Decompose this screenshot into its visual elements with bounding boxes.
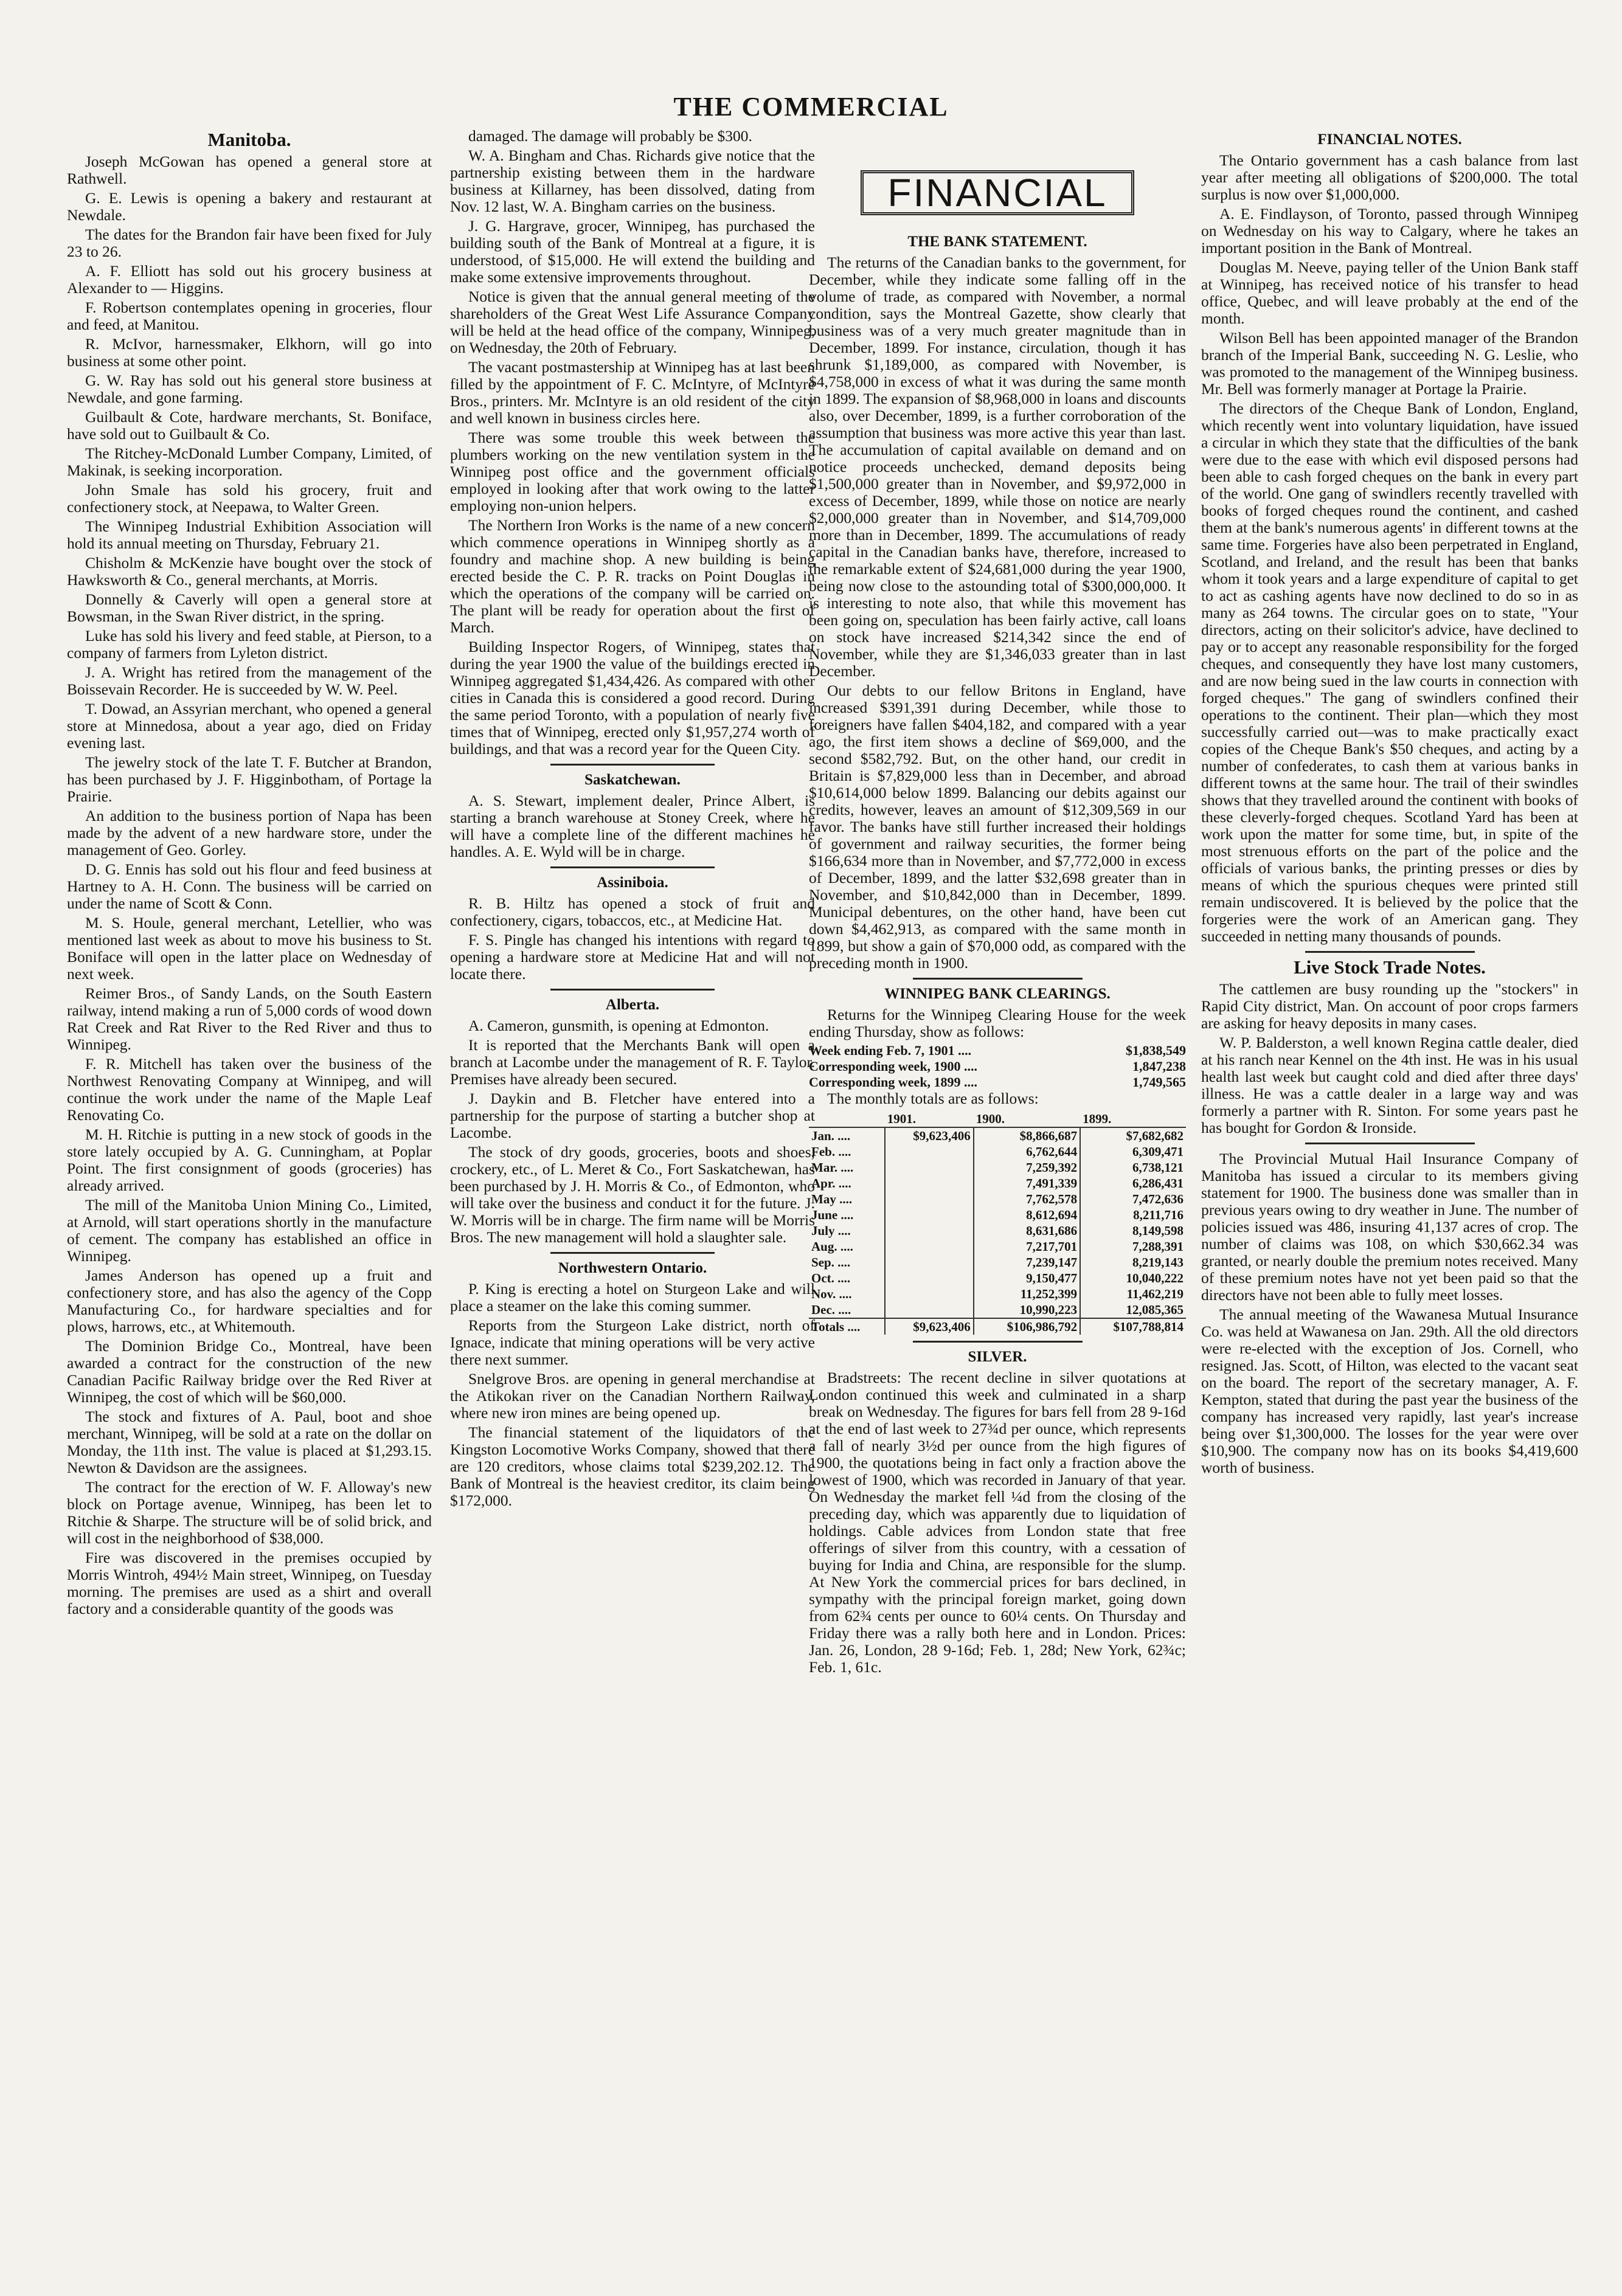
- article-paragraph: T. Dowad, an Assyrian merchant, who opened a general store at Minnedosa, about a year ago, died on Friday evening last.: [67, 700, 432, 752]
- article-paragraph: Luke has sold his livery and feed stable, at Pierson, to a company of farmers from Lyleton district.: [67, 627, 432, 662]
- table-row: Nov. .... 11,252,399 11,462,219: [809, 1286, 1186, 1302]
- article-paragraph: Guilbault & Cote, hardware merchants, St. Boniface, have sold out to Guilbault & Co.: [67, 408, 432, 443]
- section-heading-saskatchewan: Saskatchewan.: [584, 772, 681, 788]
- section-divider: [550, 1252, 715, 1254]
- article-paragraph: The vacant postmastership at Winnipeg has at last been filled by the appointment of F. C. McIntyre, of McIntyre Bros., printers. Mr. McIntyre is an old resident of the city and well known in business circles here.: [450, 358, 815, 427]
- table-header: 1899.: [1080, 1111, 1186, 1127]
- table-header: [809, 1111, 885, 1127]
- masthead: THE COMMERCIAL: [673, 92, 949, 122]
- table-header: 1901.: [885, 1111, 974, 1127]
- article-paragraph: The stock of dry goods, groceries, boots and shoes, crockery, etc., of L. Meret & Co., Fort Saskatchewan, has been purchased by J. H. Morris & Co., of Edmonton, who will take over the business and conduct it for the future. J. W. Morris will be in charge. The firm name will be Morris Bros. The new management will hold a slaughter sale.: [450, 1143, 815, 1246]
- week-row: Corresponding week, 1899 .... 1,749,565: [809, 1074, 1186, 1090]
- article-paragraph: A. S. Stewart, implement dealer, Prince Albert, is starting a branch warehouse at Stoney Creek, where he will have a complete line of the different machines he handles. A. E. Wyld will be in charge.: [450, 792, 815, 860]
- article-paragraph: A. E. Findlayson, of Toronto, passed through Winnipeg on Wednesday on his way to Calgary, where he takes an important position in the Bank of Montreal.: [1201, 205, 1578, 257]
- section-divider: [550, 764, 715, 766]
- article-paragraph: John Smale has sold his grocery, fruit and confectionery stock, at Neepawa, to Walter Green.: [67, 481, 432, 516]
- article-paragraph: The jewelry stock of the late T. F. Butcher at Brandon, has been purchased by J. F. Higginbotham, of Portage la Prairie.: [67, 753, 432, 805]
- article-paragraph: Notice is given that the annual general meeting of the shareholders of the Great West Life Assurance Company will be held at the head office of the company, Winnipeg, on Wednesday, the 20th of February.: [450, 288, 815, 356]
- article-paragraph: The cattlemen are busy rounding up the "stockers" in Rapid City district, Man. On account of poor crops farmers are asking for heavy deposits in many cases.: [1201, 980, 1578, 1032]
- section-divider: [1305, 1143, 1475, 1144]
- article-paragraph: G. E. Lewis is opening a bakery and restaurant at Newdale.: [67, 189, 432, 224]
- article-paragraph: W. A. Bingham and Chas. Richards give notice that the partnership existing between them in the hardware business at Killarney, has been dissolved, dating from Nov. 12 last, W. A. Bingham carries on the business.: [450, 147, 815, 215]
- article-paragraph: M. S. Houle, general merchant, Letellier, who was mentioned last week as about to move his business to St. Boniface will open in the latter place on Wednesday of next week.: [67, 914, 432, 983]
- table-row: Aug. .... 7,217,701 7,288,391: [809, 1239, 1186, 1254]
- article-paragraph: The Ontario government has a cash balance from last year after meeting all obligations of $200,000. The total surplus is now over $1,000,000.: [1201, 151, 1578, 203]
- article-paragraph: J. G. Hargrave, grocer, Winnipeg, has purchased the building south of the Bank of Montreal at a figure, it is understood, of $15,000. He will extend the building and make some extensive improvements throughout.: [450, 217, 815, 286]
- article-paragraph: Wilson Bell has been appointed manager of the Brandon branch of the Imperial Bank, succeeding N. G. Leslie, who was promoted to the management of the Winnipeg business. Mr. Bell was formerly manager at Portage la Prairie.: [1201, 329, 1578, 398]
- table-row: Apr. .... 7,491,339 6,286,431: [809, 1175, 1186, 1191]
- article-paragraph: Fire was discovered in the premises occupied by Morris Wintroh, 494½ Main street, Winnipeg, on Tuesday morning. The premises are used as a shirt and overall factory and a considerable quantity of the goods was: [67, 1549, 432, 1617]
- article-paragraph: Bradstreets: The recent decline in silver quotations at London continued this week and culminated in a sharp break on Wednesday. The figures for bars fell from 28 9-16d at the end of last week to 27¾d per ounce, which represents a fall of nearly 3½d per ounce from the high figures of 1900, the quotations being in fact only a fraction above the lowest of 1900, which was recorded in January of that year. On Wednesday the market fell ¼d from the closing of the preceding day, which was apparently due to liquidation of holdings. Cable advices from London state that free offerings of silver from this country, with a cessation of buying for India and China, are responsible for the slump. At New York the commercial prices for bars declined, in sympathy with the principal foreign market, going down from 62¾ cents per ounce to 60¼ cents. On Thursday and Friday there was a rally both here and in London. Prices: Jan. 26, London, 28 9-16d; Feb. 1, 28d; New York, 62¾c; Feb. 1, 61c.: [809, 1369, 1186, 1676]
- article-paragraph: The Winnipeg Industrial Exhibition Association will hold its annual meeting on Thursday, February 21.: [67, 517, 432, 552]
- article-paragraph: M. H. Ritchie is putting in a new stock of goods in the store lately occupied by A. G. Cunningham, at Poplar Point. The first consignment of goods (groceries) has already arrived.: [67, 1126, 432, 1194]
- column-2: [450, 128, 815, 2260]
- article-paragraph: A. Cameron, gunsmith, is opening at Edmonton.: [468, 1017, 769, 1034]
- article-paragraph: There was some trouble this week between the plumbers working on the new ventilation system in the Winnipeg post office and the government officials employed in looking after that work owing to the latter employing non-union helpers.: [450, 429, 815, 514]
- clearings-table: [809, 1111, 1186, 1335]
- article-paragraph: The dates for the Brandon fair have been fixed for July 23 to 26.: [67, 226, 432, 260]
- article-paragraph: The annual meeting of the Wawanesa Mutual Insurance Co. was held at Wawanesa on Jan. 29th. All the old directors were re-elected with the exception of Jos. Cornell, who resigned. Jas. Scott, of Hilton, was elected to the vacant seat on the board. The report of the secretary manager, A. F. Kempton, stated that during the past year the business of the company has increased very rapidly, last year's increase being over $1,300,000. The losses for the year were over $10,900. The company now has on its books $4,419,600 worth of business.: [1201, 1305, 1578, 1476]
- section-divider: [1305, 951, 1475, 953]
- section-divider: [550, 866, 715, 868]
- weekly-clearings: [809, 1043, 1186, 1090]
- clearings-intro: Returns for the Winnipeg Clearing House for the week ending Thursday, show as follows:: [809, 1006, 1186, 1040]
- table-row: Sep. .... 7,239,147 8,219,143: [809, 1254, 1186, 1270]
- article-paragraph: Douglas M. Neeve, paying teller of the Union Bank staff at Winnipeg, has received notice of his transfer to head office, Quebec, and will leave probably at the end of the month.: [1201, 258, 1578, 327]
- section-heading-manitoba: Manitoba.: [207, 129, 291, 150]
- financial-box-heading: FINANCIAL: [861, 170, 1134, 215]
- article-paragraph: Reports from the Sturgeon Lake district, north of Ignace, indicate that mining operations will be very active there next summer.: [450, 1316, 815, 1368]
- article-paragraph: A. F. Elliott has sold out his grocery business at Alexander to — Higgins.: [67, 262, 432, 297]
- article-paragraph: Joseph McGowan has opened a general store at Rathwell.: [67, 153, 432, 187]
- section-divider: [913, 978, 1083, 980]
- article-paragraph: R. B. Hiltz has opened a stock of fruit and confectionery, cigars, tobaccos, etc., at Medicine Hat.: [450, 894, 815, 929]
- monthly-totals-caption: The monthly totals are as follows:: [827, 1090, 1039, 1107]
- article-paragraph: Donnelly & Caverly will open a general store at Bowsman, in the Swan River district, in the spring.: [67, 590, 432, 625]
- section-divider: [913, 1341, 1083, 1343]
- section-heading-assiniboia: Assiniboia.: [597, 874, 668, 891]
- table-row: July .... 8,631,686 8,149,598: [809, 1223, 1186, 1239]
- table-row: Mar. .... 7,259,392 6,738,121: [809, 1160, 1186, 1175]
- article-paragraph: The directors of the Cheque Bank of London, England, which recently went into voluntary liquidation, have issued a circular in which they state that the difficulties of the bank were due to the ease with which evil disposed persons had been able to cash forged cheques on the bank in every part of the world. One gang of swindlers recently travelled with books of forged cheques round the continent, and cashed them at the bank's numerous agents' in different towns at the same time. Forgeries have also been perpetrated in England, Scotland, and Ireland, and the result has been that banks whom it took years and a large expenditure of capital to get to act as cashing agents have now declined to do so in as many as 264 towns. The circular goes on to state, "Your directors, acting on their solicitor's advice, have declined to pay or to accept any reasonable responsibility for the forged cheques, and consequently they have lost many customers, and are now being sued in the law courts in connection with forged cheques." The gang of swindlers confined their operations to the continent. Their plan—which they most successfully carried out—was to make practically exact copies of the Cheque Bank's $50 cheques, and acting by a number of confederates, to cash them at various banks in different towns at the same hour. The trail of their swindles shows that they travelled around the continent with books of these cleverly-forged cheques. Scotland Yard has been at work upon the matter for some time, but, in spite of the most strenuous efforts on the part of the police and the officials of various banks, the printing presses or dies by means of which the spurious cheques were printed still remain undiscovered. It is believed by the police that the forgeries were the work of an American gang. They succeeded in netting many thousands of pounds.: [1201, 399, 1578, 945]
- table-total-row: Totals .... $9,623,406 $106,986,792 $107,788,814: [809, 1318, 1186, 1335]
- article-paragraph: G. W. Ray has sold out his general store business at Newdale, and gone farming.: [67, 372, 432, 406]
- article-paragraph: It is reported that the Merchants Bank will open a branch at Lacombe under the management of R. F. Taylor. Premises have already been secured.: [450, 1036, 815, 1088]
- column-4: [1201, 128, 1578, 2260]
- article-paragraph: The Provincial Mutual Hail Insurance Company of Manitoba has issued a circular to its members giving statement for 1900. The business done was smaller than in previous years owing to dry weather in June. The number of policies issued was 486, insuring 41,137 acres of crop. The number of claims was 108, on which $30,662.34 was granted, or nearly double the premium notes received. Many of these premium notes have not yet been paid so that the directors have not been able to fully meet losses.: [1201, 1150, 1578, 1304]
- silver-heading: SILVER.: [968, 1349, 1027, 1365]
- article-paragraph: The Dominion Bridge Co., Montreal, have been awarded a contract for the construction of the new Canadian Pacific Railway bridge over the Red River at Winnipeg, the cost of which will be $60,000.: [67, 1337, 432, 1406]
- article-paragraph: P. King is erecting a hotel on Sturgeon Lake and will place a steamer on the lake this coming summer.: [450, 1280, 815, 1315]
- table-row: Feb. .... 6,762,644 6,309,471: [809, 1144, 1186, 1160]
- clearings-heading: WINNIPEG BANK CLEARINGS.: [884, 986, 1111, 1002]
- article-paragraph: Chisholm & McKenzie have bought over the stock of Hawksworth & Co., general merchants, at Morris.: [67, 554, 432, 589]
- article-paragraph: W. P. Balderston, a well known Regina cattle dealer, died at his ranch near Kennel on the 4th inst. He was in his usual health last week but caught cold and died after three days' illness. He was a cattle dealer in a large way and was formerly a partner with R. Sinton. For some years past he has bought for Gordon & Ironside.: [1201, 1034, 1578, 1136]
- article-paragraph: The financial statement of the liquidators of the Kingston Locomotive Works Company, showed that there are 120 creditors, whose claims total $239,202.12. The Bank of Montreal is the heaviest creditor, its claim being $172,000.: [450, 1423, 815, 1509]
- article-paragraph: Building Inspector Rogers, of Winnipeg, states that during the year 1900 the value of the buildings erected in Winnipeg aggregated $1,434,426. As compared with other cities in Canada this is considered a good record. During the same period Toronto, with a population of nearly five times that of Winnipeg, erected only $1,957,274 worth of buildings, and that was a record year for the Queen City.: [450, 638, 815, 758]
- article-paragraph: Snelgrove Bros. are opening in general merchandise at the Atikokan river on the Canadian Northern Railway, where new iron mines are being opened up.: [450, 1370, 815, 1422]
- article-paragraph: An addition to the business portion of Napa has been made by the advent of a new hardware store, under the management of Geo. Gorley.: [67, 807, 432, 859]
- article-paragraph: The contract for the erection of W. F. Alloway's new block on Portage avenue, Winnipeg, has been let to Ritchie & Sharpe. The structure will be of solid brick, and will cost in the neighborhood of $38,000.: [67, 1478, 432, 1547]
- week-row: Corresponding week, 1900 .... 1,847,238: [809, 1059, 1186, 1074]
- article-paragraph: Our debts to our fellow Britons in England, have increased $391,391 during December, while those to foreigners have fallen $404,182, and compared with a year ago, the first item shows a decline of $69,000, and the second $582,792. But, on the other hand, our credit in Britain is $7,829,000 less than in December, and abroad $10,614,000 below 1899. Balancing our debits against our credits, however, leaves an amount of $12,309,569 in our favor. The banks have still further increased their holdings of government and railway securities, the former being $166,634 more than in November, and $7,772,000 in excess of December, 1899, and the latter $32,698 greater than in November, and $10,842,000 than in December, 1899. Municipal debentures, on the other hand, have been cut down $4,462,913, as compared with the same month in 1899, but show a gain of $70,000 odd, as compared with the preceding month in 1900.: [809, 682, 1186, 972]
- table-row: Jan. .... $9,623,406 $8,866,687 $7,682,682: [809, 1127, 1186, 1144]
- table-row: June .... 8,612,694 8,211,716: [809, 1207, 1186, 1223]
- week-row: Week ending Feb. 7, 1901 .... $1,838,549: [809, 1043, 1186, 1058]
- article-paragraph: D. G. Ennis has sold out his flour and feed business at Hartney to A. H. Conn. The business will be carried on under the name of Scott & Conn.: [67, 860, 432, 912]
- article-paragraph: R. McIvor, harnessmaker, Elkhorn, will go into business at some other point.: [67, 335, 432, 370]
- article-paragraph: The stock and fixtures of A. Paul, boot and shoe merchant, Winnipeg, will be sold at a rate on the dollar on Monday, the 11th inst. The value is placed at $1,293.15. Newton & Davidson are the assignees.: [67, 1408, 432, 1476]
- article-paragraph: The mill of the Manitoba Union Mining Co., Limited, at Arnold, will start operations shortly in the manufacture of cement. The company has established an office in Winnipeg.: [67, 1196, 432, 1265]
- article-paragraph: The Northern Iron Works is the name of a new concern which commence operations in Winnipeg shortly as a foundry and machine shop. A new building is being erected beside the C. P. R. tracks on Point Douglas in which the operations of the company will be carried on. The plant will be ready for operation about the first of March.: [450, 516, 815, 636]
- column-1: [67, 128, 432, 2260]
- section-divider: [550, 989, 715, 991]
- article-paragraph: F. R. Mitchell has taken over the business of the Northwest Renovating Company at Winnipeg, and will continue the work under the name of the Maple Leaf Renovating Co.: [67, 1055, 432, 1124]
- article-paragraph: J. Daykin and B. Fletcher have entered into a partnership for the purpose of starting a butcher shop at Lacombe.: [450, 1090, 815, 1141]
- article-paragraph: damaged. The damage will probably be $300.: [468, 128, 752, 145]
- article-paragraph: J. A. Wright has retired from the management of the Boissevain Recorder. He is succeeded by W. W. Peel.: [67, 663, 432, 698]
- table-row: May .... 7,762,578 7,472,636: [809, 1191, 1186, 1207]
- financial-notes-heading: FINANCIAL NOTES.: [1317, 131, 1462, 148]
- article-paragraph: The Ritchey-McDonald Lumber Company, Limited, of Makinak, is seeking incorporation.: [67, 444, 432, 479]
- bank-statement-heading: THE BANK STATEMENT.: [907, 233, 1087, 250]
- article-paragraph: F. S. Pingle has changed his intentions with regard to opening a hardware store at Medicine Hat and will not locate there.: [450, 931, 815, 983]
- article-paragraph: Reimer Bros., of Sandy Lands, on the South Eastern railway, intend making a run of 5,000 cords of wood down Rat Creek and Rat River to the Red River and thus to Winnipeg.: [67, 984, 432, 1053]
- section-heading-alberta: Alberta.: [605, 997, 660, 1013]
- live-stock-heading: Live Stock Trade Notes.: [1294, 956, 1486, 978]
- column-3: [809, 128, 1186, 2260]
- article-paragraph: F. Robertson contemplates opening in groceries, flour and feed, at Manitou.: [67, 299, 432, 333]
- section-heading-northwestern-ontario: Northwestern Ontario.: [558, 1260, 707, 1276]
- article-paragraph: The returns of the Canadian banks to the government, for December, while they indicate some falling off in the volume of trade, as compared with November, a normal condition, says the Montreal Gazette, show clearly that business was of a very much greater magnitude than in December, 1899. For instance, circulation, though it has shrunk $1,189,000, as compared with November, is $4,758,000 in excess of what it was during the same month in 1899. The expansion of $8,968,000 in loans and discounts also, over December, 1899, is a further corroboration of the assumption that business was more active this year than last. The accumulation of capital available on demand and on notice proceeds unchecked, demand deposits being $1,500,000 greater than in November, and $9,972,000 in excess of December, 1899, while those on notice are nearly $2,000,000 greater than in November, and $14,709,000 more than in December, 1899. The accumulations of ready capital in the Canadian banks have, therefore, increased to the remarkable extent of $24,681,000 during the year 1900, being now close to the astounding total of $300,000,000. It is interesting to note also, that while this movement has been going on, speculation has been fairly active, call loans on stock have increased $214,342 since the end of November, while they are $1,346,033 greater than in last December.: [809, 254, 1186, 680]
- table-row: Oct. .... 9,150,477 10,040,222: [809, 1270, 1186, 1286]
- article-paragraph: James Anderson has opened up a fruit and confectionery store, and has also the agency of the Copp Manufacturing Co., for hardware specialties and for plows, harrows, etc., at Whitemouth.: [67, 1267, 432, 1335]
- table-header: 1900.: [974, 1111, 1080, 1127]
- table-row: Dec. .... 10,990,223 12,085,365: [809, 1302, 1186, 1318]
